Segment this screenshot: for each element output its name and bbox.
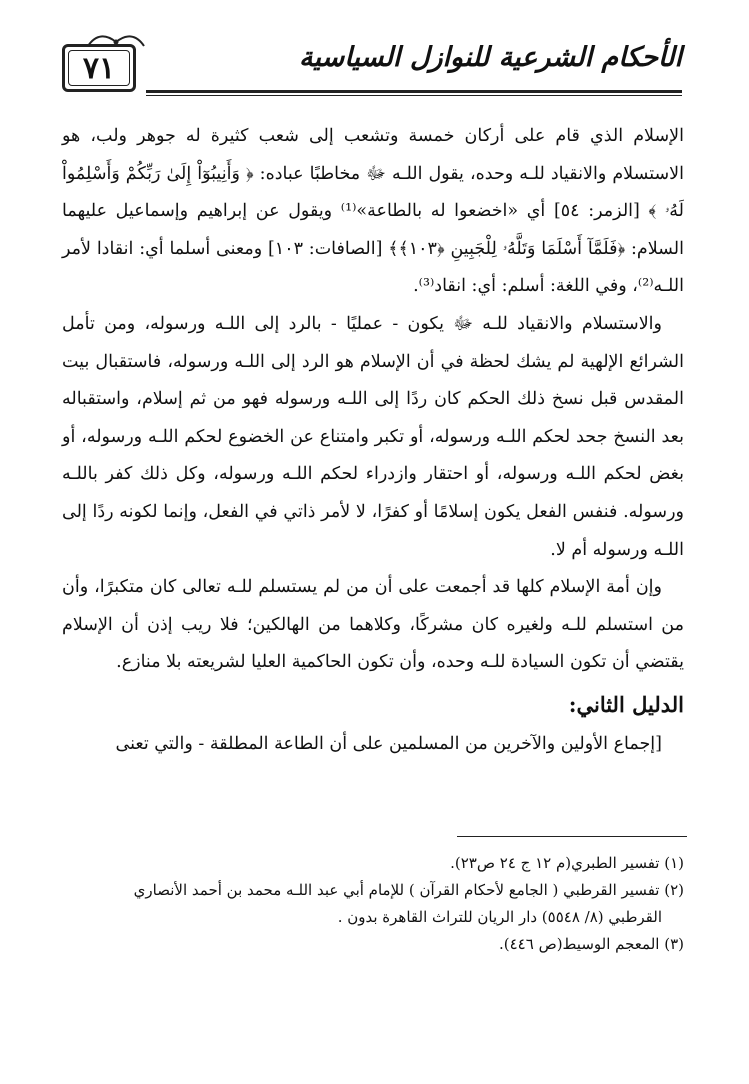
page-header (62, 38, 682, 98)
header-rule-thin (146, 95, 682, 96)
footnotes (62, 850, 684, 958)
paragraph-2: والاستسلام والانقياد للـه ﷻ يكون - عمليًا - بالرد إلى اللـه ورسوله، ومن تأمل الشرائع الإلهية لم يشك لحظة في أن الإسلام هو الرد إلى اللـه ورسوله، فاستقبال بيت المقدس قبل نسخ ذلك الحكم كان ردًا إلى اللـه ورسوله فهو من ثم إسلام، واستقباله بعد النسخ جحد لحكم اللـه ورسوله، أو تكبر وامتناع عن الخضوع لحكم اللـه ورسوله، أو بغض لحكم اللـه ورسوله، أو احتقار وازدراء لحكم اللـه ورسوله، وكل ذلك كفر باللـه ورسوله. فنفس الفعل يكون إسلامًا أو كفرًا، لا لأمر ذاتي في الفعل، وإنما لكونه ردًا إلى اللـه ورسوله أم لا. (62, 313, 684, 560)
paragraph-3: وإن أمة الإسلام كلها قد أجمعت على أن من لم يستسلم للـه تعالى كان متكبرًا، وأن من استسلم للـه ولغيره كان مشركًا، وكلاهما من الهالكين؛ فلا ريب إذن أن الإسلام يقتضي أن تكون السيادة للـه وحده، وأن تكون الحاكمية العليا لشريعته بلا منازع. (62, 577, 684, 673)
section-heading: الدليل الثاني: (568, 691, 684, 717)
page-number: ٧١ (62, 44, 136, 92)
main-text (62, 118, 684, 763)
footnote-2: (٢) تفسير القرطبي ( الجامع لأحكام القرآن ) للإمام أبي عبد اللـه محمد بن أحمد الأنصاري (133, 881, 684, 899)
paragraph-4: [إجماع الأولين والآخرين من المسلمين على أن الطاعة المطلقة - والتي تعنى (115, 733, 662, 754)
footnote-1: (١) تفسير الطبري(م ١٢ ج ٢٤ ص٢٣). (450, 854, 684, 872)
running-title: الأحكام الشرعية للنوازل السياسية (299, 42, 682, 73)
footnote-separator (457, 836, 687, 837)
footnote-3: (٣) المعجم الوسيط(ص ٤٤٦). (499, 935, 684, 953)
footnote-2-continued: القرطبي (٨/ ٥٥٤٨) دار الريان للتراث القاهرة بدون . (337, 908, 662, 926)
header-rule (146, 90, 682, 93)
paragraph-1: الإسلام الذي قام على أركان خمسة وتشعب إلى شعب كثيرة له جوهر ولب، هو الاستسلام والانقياد للـه وحده، يقول اللـه ﷻ مخاطبًا عباده: ﴿ وَأَنِيبُوٓاْ إِلَىٰ رَبِّكُمْ وَأَسْلِمُواْ لَهُۥ ﴾ [الزمر: ٥٤] أي «اخضعوا له بالطاعة»⁽¹⁾ ويقول عن إبراهيم وإسماعيل عليهما السلام: ﴿فَلَمَّآ أَسْلَمَا وَتَلَّهُۥ لِلْجَبِينِ ﴿١٠٣﴾﴾ [الصافات: ١٠٣] ومعنى أسلما أي: انقادا لأمر اللـه⁽²⁾، وفي اللغة: أسلم: أي: انقاد⁽³⁾. (62, 126, 684, 297)
